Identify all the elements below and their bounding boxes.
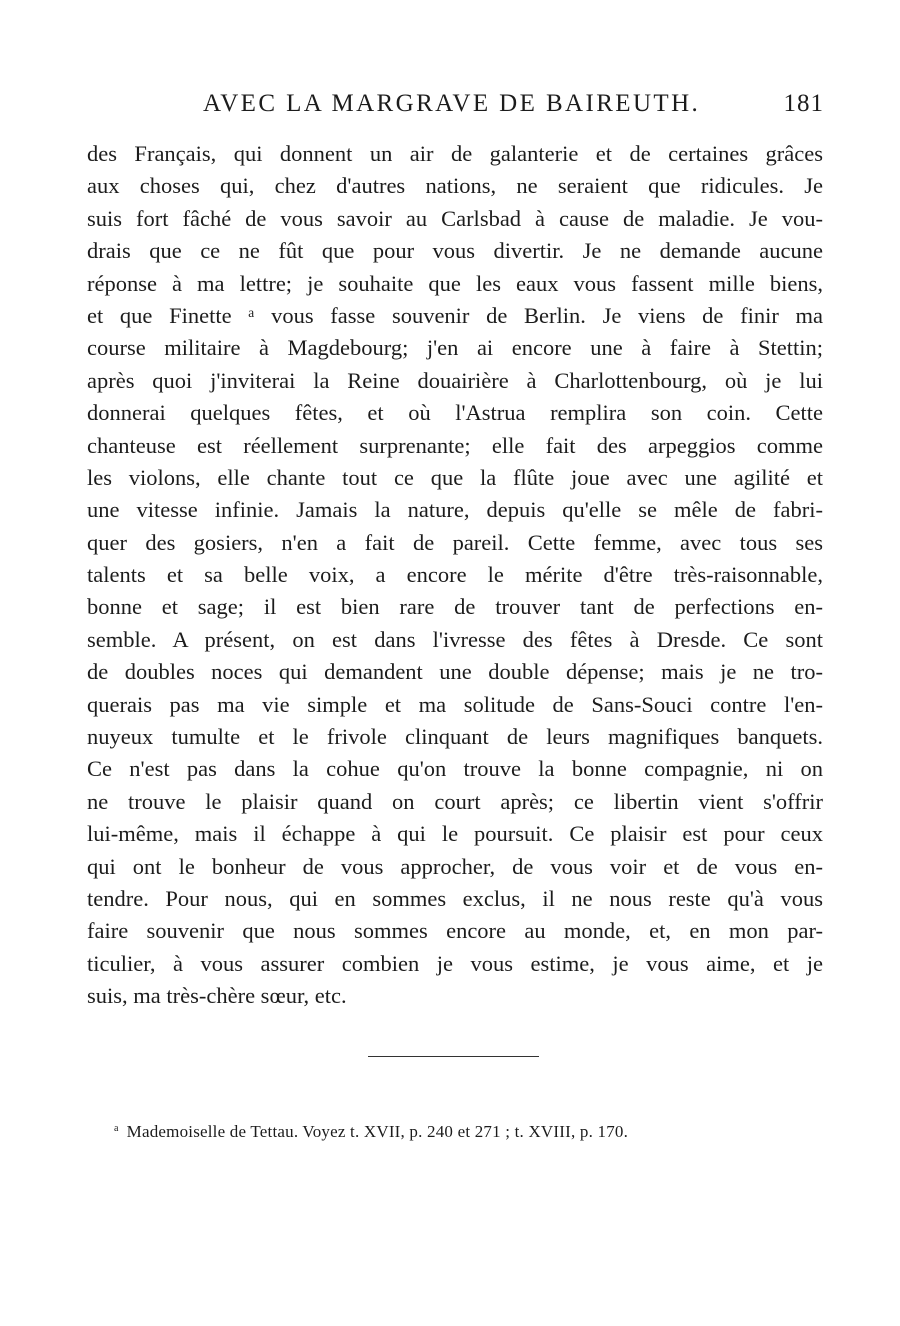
- text-line: donnerai quelques fêtes, et où l'Astrua remplira son coin. Cette: [87, 400, 823, 426]
- text-line: ticulier, à vous assurer combien je vous estime, je vous aime, et je: [87, 950, 823, 976]
- text-line: lui-même, mais il échappe à qui le poursuit. Ce plaisir est pour ceux: [87, 821, 823, 847]
- text-line: après quoi j'inviterai la Reine douairière à Charlottenbourg, où je lui: [87, 367, 823, 393]
- text-line-last: suis, ma très-chère sœur, etc.: [87, 983, 347, 1009]
- footnote-divider: [368, 1056, 539, 1057]
- running-head: [0, 90, 900, 122]
- text-line: drais que ce ne fût que pour vous divertir. Je ne demande aucune: [87, 238, 823, 264]
- text-line: querais pas ma vie simple et ma solitude de Sans-Souci contre l'en-: [87, 691, 823, 717]
- body-text: [87, 138, 823, 1013]
- footnote-marker: a: [114, 1123, 119, 1134]
- text-line: semble. A présent, on est dans l'ivresse des fêtes à Dresde. Ce sont: [87, 626, 823, 652]
- text-line: bonne et sage; il est bien rare de trouver tant de perfections en-: [87, 594, 823, 620]
- text-line: quer des gosiers, n'en a fait de pareil. Cette femme, avec tous ses: [87, 529, 823, 555]
- text-line: chanteuse est réellement surprenante; elle fait des arpeggios comme: [87, 432, 823, 458]
- text-line: Ce n'est pas dans la cohue qu'on trouve la bonne compagnie, ni on: [87, 756, 823, 782]
- page-number: 181: [783, 90, 824, 117]
- text-line: course militaire à Magdebourg; j'en ai encore une à faire à Stettin;: [87, 335, 823, 361]
- text-line: des Français, qui donnent un air de galanterie et de certaines grâces: [87, 141, 823, 166]
- text-line: de doubles noces qui demandent une double dépense; mais je ne tro-: [87, 659, 823, 685]
- text-line: suis fort fâché de vous savoir au Carlsbad à cause de maladie. Je vou-: [87, 205, 823, 231]
- text-line: nuyeux tumulte et le frivole clinquant de leurs magnifiques banquets.: [87, 724, 823, 750]
- footnote: [114, 1122, 628, 1142]
- text-line: réponse à ma lettre; je souhaite que les eaux vous fassent mille biens,: [87, 270, 823, 296]
- page-title: AVEC LA MARGRAVE DE BAIREUTH.: [203, 90, 701, 117]
- text-line: ne trouve le plaisir quand on court après; ce libertin vient s'offrir: [87, 788, 823, 814]
- text-line: une vitesse infinie. Jamais la nature, depuis qu'elle se mêle de fabri-: [87, 497, 823, 523]
- footnote-text: Mademoiselle de Tettau. Voyez t. XVII, p. 240 et 271 ; t. XVIII, p. 170.: [126, 1122, 629, 1141]
- text-line: qui ont le bonheur de vous approcher, de vous voir et de vous en-: [87, 853, 823, 879]
- text-line: les violons, elle chante tout ce que la flûte joue avec une agilité et: [87, 464, 823, 490]
- text-line: faire souvenir que nous sommes encore au monde, et, en mon par-: [87, 918, 823, 944]
- text-line: aux choses qui, chez d'autres nations, ne seraient que ridicules. Je: [87, 173, 823, 199]
- text-line: tendre. Pour nous, qui en sommes exclus, il ne nous reste qu'à vous: [87, 885, 823, 911]
- text-line: et que Finette ᵃ vous fasse souvenir de Berlin. Je viens de finir ma: [87, 302, 823, 328]
- text-line: talents et sa belle voix, a encore le mérite d'être très-raisonnable,: [87, 562, 823, 588]
